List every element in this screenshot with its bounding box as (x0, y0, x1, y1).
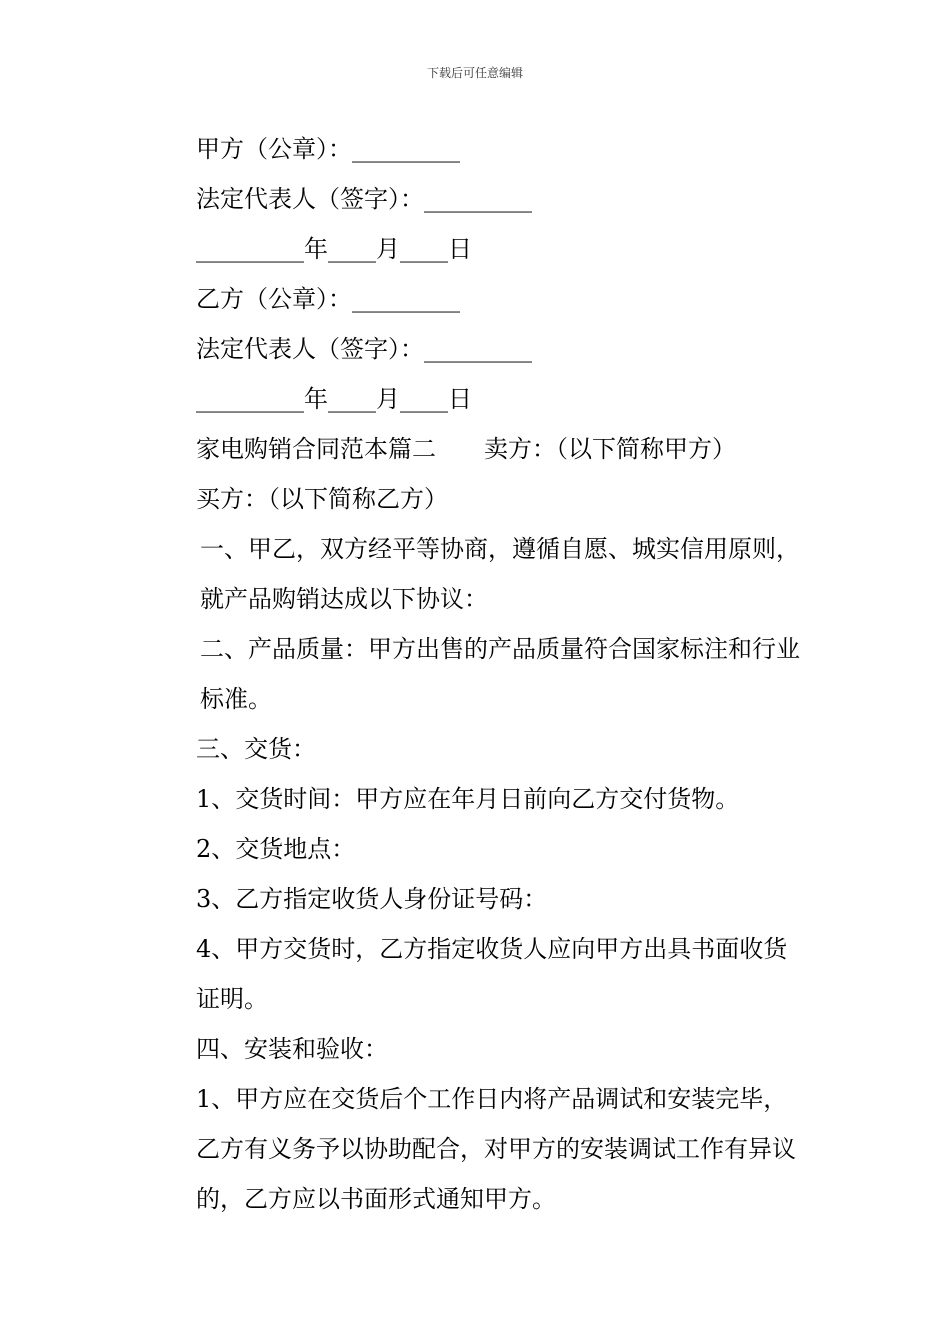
clause-3-item: 3、乙方指定收货人身份证号码： (196, 885, 548, 913)
clause-4-title: 四、安装和验收： (196, 1035, 388, 1063)
section-title-line (146, 424, 810, 474)
clause-4-item: 1、甲方应在交货后个工作日内将产品调试和安装完毕，乙方有义务予以协助配合，对甲方的安装调试工作有异议的，乙方应以书面形式通知甲方。 (196, 1085, 796, 1213)
party-b-date-line: _________年____月____日 (196, 385, 472, 413)
clause-3-item: 1、交货时间：甲方应在年月日前向乙方交付货物。 (196, 785, 740, 813)
clause-3-item: 4、甲方交货时，乙方指定收货人应向甲方出具书面收货证明。 (196, 935, 788, 1013)
party-a-representative-line: 法定代表人（签字）：_________ (196, 185, 532, 213)
party-a-seal-line: 甲方（公章）：_________ (196, 135, 460, 163)
party-b-representative-line: 法定代表人（签字）：_________ (196, 335, 532, 363)
document-body (146, 124, 810, 1224)
party-a-date-line: _________年____月____日 (196, 235, 472, 263)
party-b-seal-line: 乙方（公章）：_________ (196, 285, 460, 313)
section-title: 家电购销合同范本篇二 (196, 435, 436, 463)
seller-label: 卖方：（以下简称甲方） (484, 435, 736, 463)
clause-3-item: 2、交货地点： (196, 835, 356, 863)
clause-2: 二、产品质量：甲方出售的产品质量符合国家标注和行业标准。 (200, 635, 800, 713)
page-header: 下载后可任意编辑 (426, 66, 523, 80)
buyer-label: 买方：（以下简称乙方） (196, 485, 448, 513)
clause-3-title: 三、交货： (196, 735, 316, 763)
clause-1: 一、甲乙，双方经平等协商，遵循自愿、城实信用原则，就产品购销达成以下协议： (200, 535, 800, 613)
